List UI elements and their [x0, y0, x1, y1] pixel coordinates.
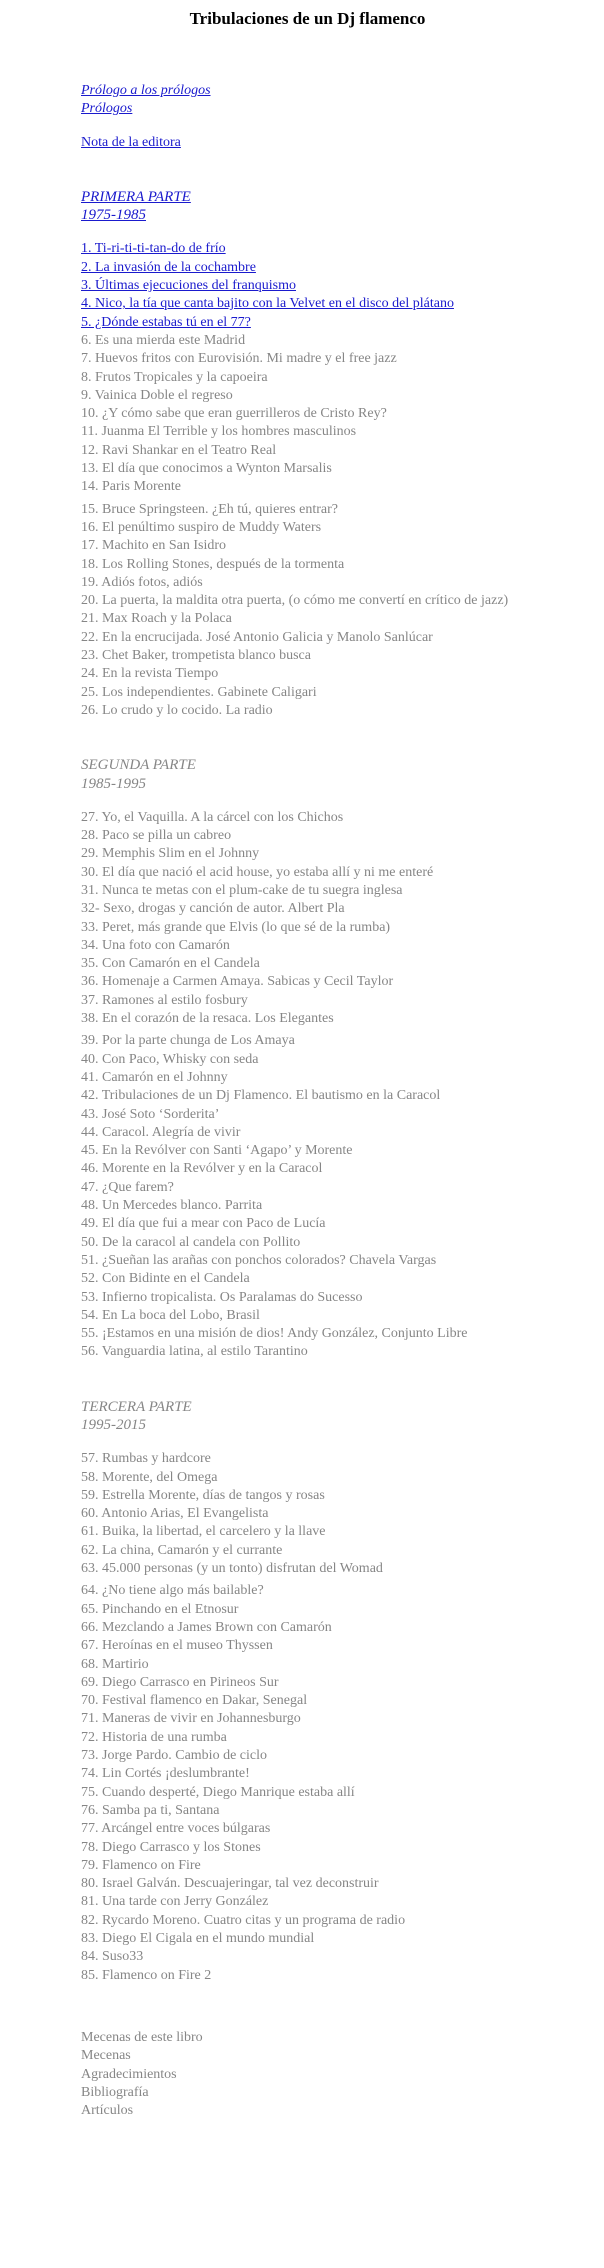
toc-line — [81, 1912, 534, 1930]
editor-note-link[interactable]: Nota de la editora — [81, 134, 181, 150]
part-heading-text: TERCERA PARTE — [81, 1398, 192, 1415]
chapter-item: 55. ¡Estamos en una misión de dios! Andy González, Conjunto Libre — [81, 1326, 468, 1342]
toc-line — [81, 992, 534, 1010]
toc-line — [81, 775, 534, 793]
toc-line — [81, 501, 534, 519]
chapter-link[interactable]: 4. Nico, la tía que canta bajito con la Velvet en el disco del plátano — [81, 296, 454, 312]
chapter-item: 84. Suso33 — [81, 1949, 144, 1965]
toc-line — [81, 1692, 534, 1710]
chapter-item: 47. ¿Que farem? — [81, 1179, 174, 1195]
chapter-item: 65. Pinchando en el Etnosur — [81, 1601, 239, 1617]
toc-line — [81, 1142, 534, 1160]
chapter-item: 22. En la encrucijada. José Antonio Galicia y Manolo Sanlúcar — [81, 629, 433, 645]
toc-line — [81, 1505, 534, 1523]
chapter-item: 72. Historia de una rumba — [81, 1729, 227, 1745]
toc-line — [81, 629, 534, 647]
toc-line — [81, 1069, 534, 1087]
part-years-link[interactable]: 1975-1985 — [81, 207, 146, 224]
backmatter-item: Bibliografía — [81, 2084, 149, 2100]
toc-line — [81, 1802, 534, 1820]
toc-line — [81, 882, 534, 900]
toc-line — [81, 756, 534, 774]
toc-part — [81, 756, 534, 1362]
chapter-item: 33. Peret, más grande que Elvis (lo que sé de la rumba) — [81, 919, 391, 935]
chapter-item: 77. Arcángel entre voces búlgaras — [81, 1821, 271, 1837]
toc-line — [81, 647, 534, 665]
toc-line — [81, 1967, 534, 1985]
prologue-link[interactable]: Prólogo a los prólogos — [81, 83, 211, 98]
toc-line — [81, 2047, 534, 2065]
toc-line — [81, 1252, 534, 1270]
chapter-item: 71. Maneras de vivir en Johannesburgo — [81, 1711, 301, 1727]
toc-part — [81, 188, 534, 720]
toc-line — [81, 955, 534, 973]
toc-line — [81, 827, 534, 845]
toc-sections — [81, 188, 534, 1985]
toc-line — [81, 1487, 534, 1505]
toc-line — [81, 1601, 534, 1619]
toc-line — [81, 1450, 534, 1468]
chapter-item: 34. Una foto con Camarón — [81, 937, 230, 953]
chapter-item: 21. Max Roach y la Polaca — [81, 611, 232, 627]
prologue-links — [81, 82, 534, 119]
part-heading — [81, 1398, 534, 1435]
toc-line — [81, 1656, 534, 1674]
toc-line — [81, 240, 534, 258]
toc-line — [81, 1542, 534, 1560]
toc-line — [81, 259, 534, 277]
chapter-item: 61. Buika, la libertad, el carcelero y la llave — [81, 1524, 326, 1540]
toc-line — [81, 1582, 534, 1600]
toc-line — [81, 1948, 534, 1966]
chapter-item: 41. Camarón en el Johnny — [81, 1069, 228, 1085]
toc-line — [81, 1674, 534, 1692]
toc-line — [81, 2084, 534, 2102]
chapter-group — [81, 1450, 534, 1578]
chapter-item: 18. Los Rolling Stones, después de la tormenta — [81, 556, 345, 572]
chapter-link[interactable]: 5. ¿Dónde estabas tú en el 77? — [81, 314, 251, 330]
toc-line — [81, 332, 534, 350]
chapter-item: 36. Homenaje a Carmen Amaya. Sabicas y Cecil Taylor — [81, 974, 394, 990]
chapter-item: 51. ¿Sueñan las arañas con ponchos colorados? Chavela Vargas — [81, 1252, 437, 1268]
toc-line — [81, 1032, 534, 1050]
toc-line — [81, 2066, 534, 2084]
toc-line — [81, 405, 534, 423]
toc-line — [81, 556, 534, 574]
toc-line — [81, 845, 534, 863]
toc-line — [81, 369, 534, 387]
chapter-group — [81, 501, 534, 721]
chapter-item: 64. ¿No tiene algo más bailable? — [81, 1583, 264, 1599]
toc-line — [81, 1197, 534, 1215]
part-heading-link[interactable]: PRIMERA PARTE — [81, 188, 191, 205]
toc-line — [81, 1857, 534, 1875]
toc-line — [81, 1637, 534, 1655]
toc-line — [81, 1160, 534, 1178]
chapter-item: 50. De la caracol al candela con Pollito — [81, 1234, 301, 1250]
toc-line — [81, 919, 534, 937]
chapter-item: 45. En la Revólver con Santi ‘Agapo’ y Morente — [81, 1143, 353, 1159]
toc-part — [81, 1398, 534, 1985]
chapter-item: 38. En el corazón de la resaca. Los Elegantes — [81, 1011, 334, 1027]
toc-line — [81, 937, 534, 955]
chapter-item: 42. Tribulaciones de un Dj Flamenco. El bautismo en la Caracol — [81, 1088, 441, 1104]
toc-line — [81, 314, 534, 332]
chapter-item: 24. En la revista Tiempo — [81, 666, 219, 682]
toc-line — [81, 1051, 534, 1069]
toc-line — [81, 100, 534, 118]
toc-line — [81, 1010, 534, 1028]
chapter-item: 73. Jorge Pardo. Cambio de ciclo — [81, 1748, 267, 1764]
toc-line — [81, 1747, 534, 1765]
toc-line — [81, 1523, 534, 1541]
toc-line — [81, 809, 534, 827]
chapter-item: 19. Adiós fotos, adiós — [81, 574, 203, 590]
chapter-item: 15. Bruce Springsteen. ¿Eh tú, quieres entrar? — [81, 501, 338, 517]
toc-line — [81, 1820, 534, 1838]
toc-line — [81, 665, 534, 683]
chapter-item: 12. Ravi Shankar en el Teatro Real — [81, 442, 277, 458]
toc-line — [81, 1469, 534, 1487]
part-heading — [81, 756, 534, 793]
toc-line — [81, 1930, 534, 1948]
toc-line — [81, 864, 534, 882]
chapter-item: 28. Paco se pilla un cabreo — [81, 828, 232, 844]
chapter-item: 60. Antonio Arias, El Evangelista — [81, 1506, 269, 1522]
toc-line — [81, 350, 534, 368]
toc-line — [81, 442, 534, 460]
toc-line — [81, 1416, 534, 1434]
chapter-item: 20. La puerta, la maldita otra puerta, (o cómo me convertí en crítico de jazz) — [81, 593, 509, 609]
chapter-item: 78. Diego Carrasco y los Stones — [81, 1839, 261, 1855]
toc-line — [81, 1270, 534, 1288]
toc-line — [81, 1839, 534, 1857]
chapter-item: 53. Infierno tropicalista. Os Paralamas do Sucesso — [81, 1289, 363, 1305]
chapter-item: 16. El penúltimo suspiro de Muddy Waters — [81, 519, 322, 535]
chapter-item: 49. El día que fui a mear con Paco de Lucía — [81, 1216, 326, 1232]
chapter-item: 81. Una tarde con Jerry González — [81, 1894, 269, 1910]
chapter-item: 66. Mezclando a James Brown con Camarón — [81, 1619, 332, 1635]
toc-line — [81, 1124, 534, 1142]
toc-line — [81, 1234, 534, 1252]
chapter-item: 62. La china, Camarón y el currante — [81, 1542, 283, 1558]
toc-line — [81, 1289, 534, 1307]
backmatter-item: Mecenas — [81, 2048, 131, 2064]
chapter-item: 58. Morente, del Omega — [81, 1469, 218, 1485]
toc-line — [81, 2102, 534, 2120]
toc-line — [81, 537, 534, 555]
chapter-item: 7. Huevos fritos con Eurovisión. Mi madre y el free jazz — [81, 351, 397, 367]
chapter-item: 11. Juanma El Terrible y los hombres masculinos — [81, 424, 357, 440]
chapter-item: 43. José Soto ‘Sorderita’ — [81, 1106, 220, 1122]
toc-line — [81, 519, 534, 537]
toc-line — [81, 188, 534, 206]
part-heading-text: SEGUNDA PARTE — [81, 757, 196, 774]
chapter-item: 52. Con Bidinte en el Candela — [81, 1271, 250, 1287]
chapter-item: 13. El día que conocimos a Wynton Marsalis — [81, 461, 332, 477]
chapter-item: 54. En La boca del Lobo, Brasil — [81, 1307, 260, 1323]
chapter-item: 46. Morente en la Revólver y en la Caracol — [81, 1161, 323, 1177]
part-heading — [81, 188, 534, 225]
toc-line — [81, 478, 534, 496]
prologue-link[interactable]: Prólogos — [81, 101, 133, 117]
chapter-item: 56. Vanguardia latina, al estilo Tarantino — [81, 1344, 308, 1360]
toc-line — [81, 1179, 534, 1197]
toc-line — [81, 1343, 534, 1361]
chapter-item: 80. Israel Galván. Descuajeringar, tal vez deconstruir — [81, 1876, 379, 1892]
toc-line — [81, 277, 534, 295]
chapter-item: 14. Paris Morente — [81, 479, 181, 495]
chapter-group — [81, 809, 534, 1029]
part-years-text: 1985-1995 — [81, 775, 146, 792]
toc-line — [81, 1619, 534, 1637]
chapter-group — [81, 1582, 534, 1985]
toc-line — [81, 295, 534, 313]
toc-line — [81, 574, 534, 592]
toc-line — [81, 702, 534, 720]
chapter-item: 63. 45.000 personas (y un tonto) disfrutan del Womad — [81, 1561, 383, 1577]
toc-line — [81, 1087, 534, 1105]
toc-line — [81, 387, 534, 405]
toc-line — [81, 1765, 534, 1783]
toc-line — [81, 82, 534, 100]
chapter-item: 29. Memphis Slim en el Johnny — [81, 846, 260, 862]
toc-line — [81, 973, 534, 991]
chapter-item: 83. Diego El Cigala en el mundo mundial — [81, 1931, 315, 1947]
toc-line — [81, 1215, 534, 1233]
chapter-item: 37. Ramones al estilo fosbury — [81, 992, 248, 1008]
chapter-item: 10. ¿Y cómo sabe que eran guerrilleros de Cristo Rey? — [81, 406, 387, 422]
backmatter — [81, 2029, 534, 2120]
chapter-link[interactable]: 2. La invasión de la cochambre — [81, 259, 256, 275]
toc-line — [81, 1560, 534, 1578]
chapter-item: 32- Sexo, drogas y canción de autor. Albert Pla — [81, 901, 345, 917]
chapter-item: 17. Machito en San Isidro — [81, 538, 227, 554]
chapter-item: 40. Con Paco, Whisky con seda — [81, 1051, 259, 1067]
backmatter-item: Agradecimientos — [81, 2066, 177, 2082]
toc-line — [81, 1710, 534, 1728]
chapter-item: 25. Los independientes. Gabinete Caligari — [81, 684, 317, 700]
chapter-item: 76. Samba pa ti, Santana — [81, 1802, 220, 1818]
toc-line — [81, 1729, 534, 1747]
toc-line — [81, 610, 534, 628]
toc-line — [81, 1307, 534, 1325]
toc-line — [81, 1106, 534, 1124]
toc-line — [81, 2029, 534, 2047]
book-title: Tribulaciones de un Dj flamenco — [189, 9, 426, 28]
toc-line — [81, 460, 534, 478]
chapter-item: 23. Chet Baker, trompetista blanco busca — [81, 648, 311, 664]
chapter-item: 57. Rumbas y hardcore — [81, 1451, 211, 1467]
chapter-item: 68. Martirio — [81, 1656, 149, 1672]
toc-line — [81, 1875, 534, 1893]
toc-line — [81, 423, 534, 441]
chapter-link[interactable]: 3. Últimas ejecuciones del franquismo — [81, 278, 296, 294]
chapter-item: 8. Frutos Tropicales y la capoeira — [81, 369, 268, 385]
editor-note — [81, 134, 534, 152]
chapter-group — [81, 1032, 534, 1361]
toc-line — [81, 1784, 534, 1802]
chapter-item: 35. Con Camarón en el Candela — [81, 956, 260, 972]
chapter-item: 75. Cuando desperté, Diego Manrique estaba allí — [81, 1784, 355, 1800]
toc-line — [81, 206, 534, 224]
toc-line — [81, 1325, 534, 1343]
chapter-link[interactable]: 1. Ti-ri-ti-ti-tan-do de frío — [81, 241, 226, 257]
chapter-item: 9. Vainica Doble el regreso — [81, 387, 233, 403]
chapter-item: 67. Heroínas en el museo Thyssen — [81, 1638, 273, 1654]
chapter-group — [81, 240, 534, 496]
chapter-item: 26. Lo crudo y lo cocido. La radio — [81, 702, 273, 718]
toc-line — [81, 1398, 534, 1416]
chapter-item: 59. Estrella Morente, días de tangos y rosas — [81, 1487, 325, 1503]
chapter-item: 44. Caracol. Alegría de vivir — [81, 1124, 241, 1140]
toc-line — [81, 900, 534, 918]
chapter-item: 74. Lin Cortés ¡deslumbrante! — [81, 1766, 250, 1782]
chapter-item: 6. Es una mierda este Madrid — [81, 332, 246, 348]
chapter-item: 30. El día que nació el acid house, yo estaba allí y ni me enteré — [81, 864, 434, 880]
chapter-item: 31. Nunca te metas con el plum-cake de tu suegra inglesa — [81, 882, 403, 898]
toc-line — [81, 684, 534, 702]
part-years-text: 1995-2015 — [81, 1417, 146, 1433]
chapter-item: 69. Diego Carrasco en Pirineos Sur — [81, 1674, 279, 1690]
chapter-item: 48. Un Mercedes blanco. Parrita — [81, 1198, 263, 1214]
backmatter-item: Artículos — [81, 2103, 134, 2119]
toc-line — [81, 592, 534, 610]
chapter-item: 70. Festival flamenco en Dakar, Senegal — [81, 1693, 308, 1709]
chapter-item: 79. Flamenco on Fire — [81, 1857, 201, 1873]
chapter-item: 85. Flamenco on Fire 2 — [81, 1967, 212, 1983]
chapter-item: 27. Yo, el Vaquilla. A la cárcel con los Chichos — [81, 809, 344, 825]
toc-line — [81, 1893, 534, 1911]
chapter-item: 82. Rycardo Moreno. Cuatro citas y un programa de radio — [81, 1912, 406, 1928]
backmatter-item: Mecenas de este libro — [81, 2029, 203, 2045]
chapter-item: 39. Por la parte chunga de Los Amaya — [81, 1033, 295, 1049]
